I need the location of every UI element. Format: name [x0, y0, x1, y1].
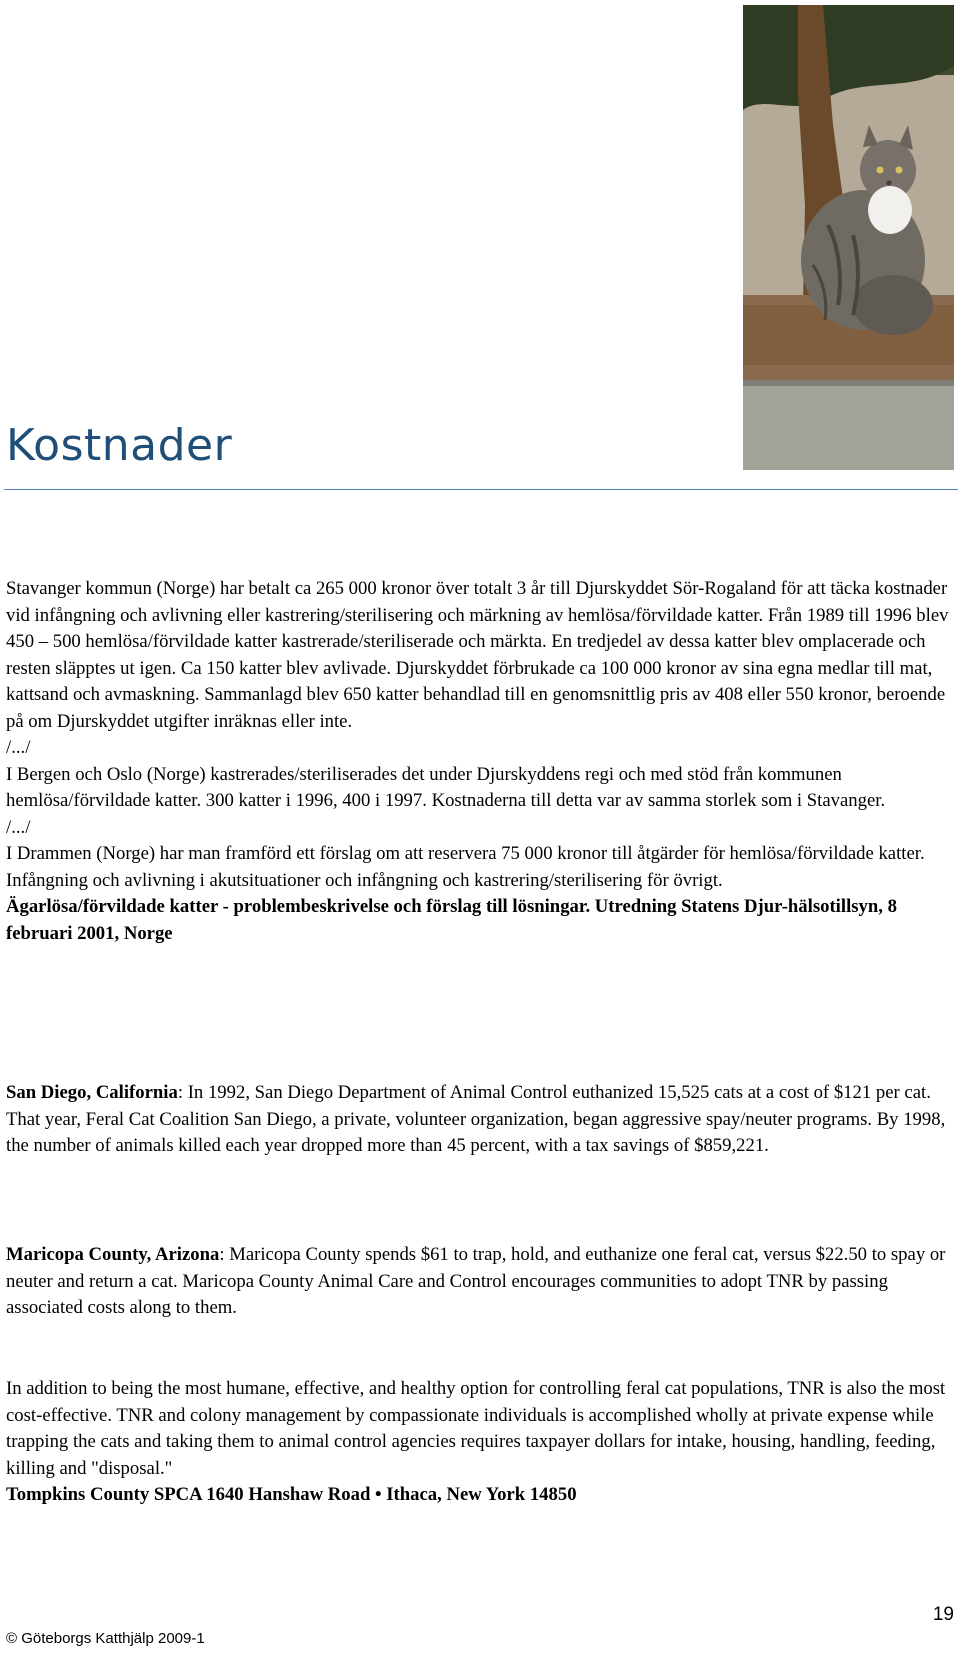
maricopa-section [6, 1242, 956, 1322]
norway-source-citation: Ägarlösa/förvildade katter - problembeskrivelse och förslag till lösningar. Utredning Statens Djur-hälsotillsyn, 8 februari 2001, Norge [6, 896, 897, 944]
title-divider [4, 489, 958, 490]
san-diego-section [6, 1080, 956, 1160]
ellipsis-marker: /.../ [6, 737, 31, 758]
tnr-section [6, 1376, 956, 1509]
tompkins-source-citation: Tompkins County SPCA 1640 Hanshaw Road • Ithaca, New York 14850 [6, 1484, 577, 1505]
maricopa-text: : Maricopa County spends $61 to trap, hold, and euthanize one feral cat, versus $22.50 to spay or neuter and return a cat. Maricopa County Animal Care and Control encourages communities to adopt TNR by passing associated costs along to them. [6, 1244, 946, 1318]
footer-copyright: © Göteborgs Katthjälp 2009-1 [6, 1630, 205, 1647]
san-diego-text: : In 1992, San Diego Department of Animal Control euthanized 15,525 cats at a cost of $121 per cat. That year, Feral Cat Coalition San Diego, a private, volunteer organization, began aggressive spay/neuter programs. By 1998, the number of animals killed each year dropped more than 45 percent, with a tax savings of $859,221. [6, 1082, 946, 1156]
bergen-oslo-paragraph: I Bergen och Oslo (Norge) kastrerades/steriliserades det under Djurskyddens regi och med stöd från kommunen hemlösa/förvildade katter. 300 katter i 1996, 400 i 1997. Kostnaderna till detta var av samma storlek som i Stavanger. [6, 763, 886, 811]
tnr-paragraph: In addition to being the most humane, effective, and healthy option for controlling feral cat populations, TNR is also the most cost-effective. TNR and colony management by compassionate individuals is accomplished wholly at private expense while trapping the cats and taking them to animal control agencies requires taxpayer dollars for intake, housing, handling, feeding, killing and "disposal." [6, 1378, 946, 1479]
cat-photo [743, 5, 954, 470]
maricopa-place: Maricopa County, Arizona [6, 1244, 220, 1265]
page-number: 19 [932, 1604, 954, 1625]
norway-section [6, 576, 956, 947]
maricopa-paragraph [6, 1242, 956, 1322]
ellipsis-marker: /.../ [6, 816, 31, 838]
stavanger-paragraph: Stavanger kommun (Norge) har betalt ca 265 000 kronor över totalt 3 år till Djurskyddet Sör-Rogaland för att täcka kostnader vid infångning och avlivning eller kastrering/sterilisering och märkning av hemlösa/förvildade katter. Från 1989 till 1996 blev 450 – 500 hemlösa/förvildade katter kastrerade/steriliserade och märkta. En tredjedel av dessa katter blev omplacerade och resten släpptes ut igen. Ca 150 katter blev avlivade. Djurskyddet förbrukade ca 100 000 kronor av sina egna medlar till mat, kattsand och avmaskning. Sammanlagd blev 650 katter behandlad till en genomsnittlig pris av 408 eller 550 kronor, beroende på om Djurskyddet utgifter inräknas eller inte. [6, 578, 949, 732]
san-diego-paragraph [6, 1080, 956, 1160]
san-diego-place: San Diego, California [6, 1082, 178, 1103]
page-title: Kostnader [6, 420, 233, 471]
drammen-paragraph: I Drammen (Norge) har man framförd ett förslag om att reservera 75 000 kronor till åtgärder för hemlösa/förvildade katter. Infångning och avlivning i akutsituationer och infångning och kastrering/sterilisering för övrigt. [6, 843, 925, 891]
cat-photo-icon [743, 5, 954, 470]
